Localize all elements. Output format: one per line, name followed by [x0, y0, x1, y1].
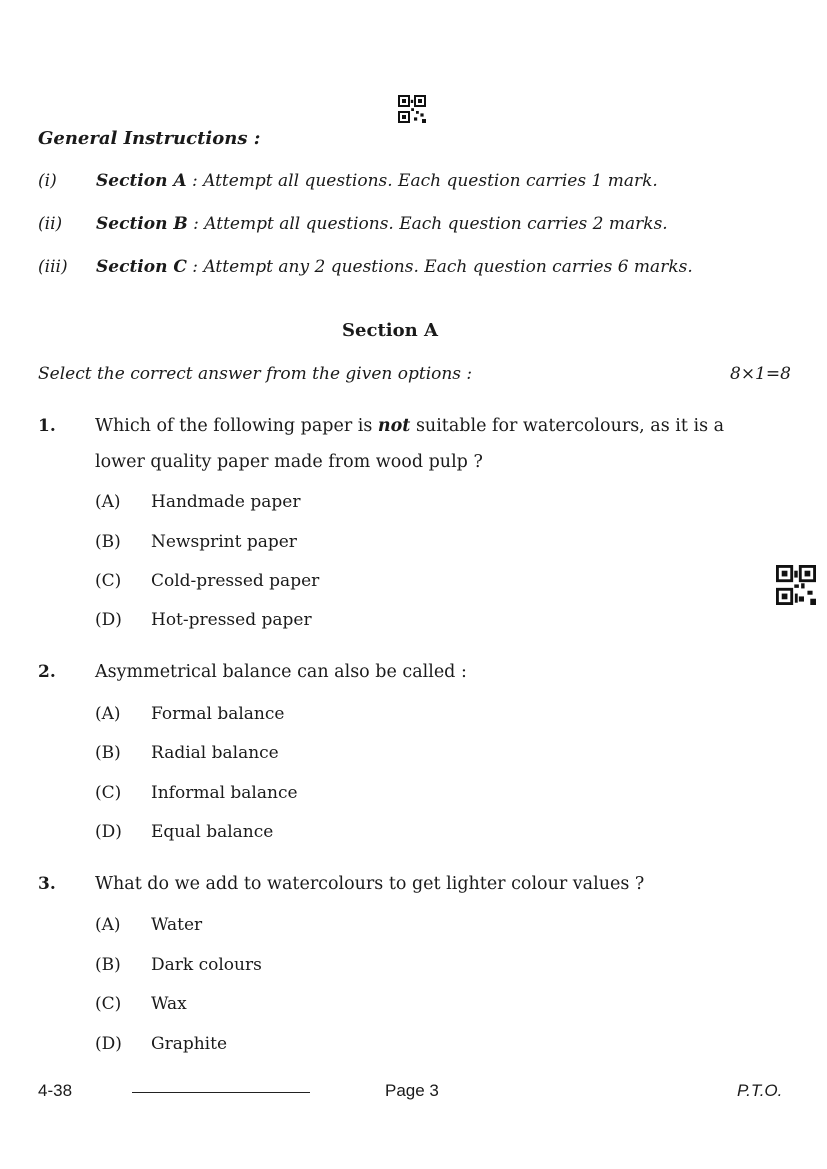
footer-code: 4-38: [38, 1081, 73, 1100]
option-label: (C): [95, 571, 122, 591]
option-label: (A): [95, 492, 121, 512]
option-text: Equal balance: [151, 822, 274, 842]
question-text: [95, 408, 755, 480]
instruction-item: [96, 171, 658, 191]
question-text-part: Which of the following paper is: [95, 416, 378, 436]
instruction-text: : Attempt all questions. Each question carries 1 mark.: [186, 171, 658, 191]
option-label: (A): [95, 915, 121, 935]
option-label: (D): [95, 1034, 122, 1054]
option-label: (D): [95, 822, 122, 842]
option-label: (B): [95, 532, 121, 552]
footer-divider: [132, 1092, 310, 1093]
option-label: (A): [95, 704, 121, 724]
instruction-number: (i): [38, 171, 57, 191]
footer-page-number: Page 3: [385, 1081, 439, 1100]
option-text: Graphite: [151, 1034, 228, 1054]
question-text: Asymmetrical balance can also be called :: [95, 662, 467, 682]
option-label: (B): [95, 955, 121, 975]
section-title: Section A: [342, 320, 438, 341]
general-instructions-title: General Instructions :: [38, 128, 261, 149]
option-text: Dark colours: [151, 955, 262, 975]
footer-pto: P.T.O.: [737, 1081, 783, 1100]
instruction-item: [96, 214, 668, 234]
qr-code-icon: [398, 95, 426, 123]
instruction-text: : Attempt any 2 questions. Each question carries 6 marks.: [186, 257, 693, 277]
question-number: 1.: [38, 416, 56, 436]
section-marks: 8×1=8: [730, 364, 791, 384]
instruction-section-label: Section C: [96, 257, 187, 277]
instruction-number: (ii): [38, 214, 63, 234]
question-number: 3.: [38, 874, 56, 894]
option-text: Water: [151, 915, 203, 935]
option-text: Wax: [151, 994, 187, 1014]
instruction-number: (iii): [38, 257, 68, 277]
instruction-section-label: Section B: [96, 214, 188, 234]
instruction-text: : Attempt all questions. Each question carries 2 marks.: [187, 214, 668, 234]
option-text: Handmade paper: [151, 492, 301, 512]
option-label: (C): [95, 783, 122, 803]
question-text-part: suitable for watercolours, as it is a lower quality paper made from wood pulp ?: [95, 416, 725, 472]
qr-code-icon-side: [776, 565, 816, 605]
option-text: Cold-pressed paper: [151, 571, 320, 591]
instruction-section-label: Section A: [96, 171, 187, 191]
question-emphasis: not: [377, 416, 411, 436]
option-text: Informal balance: [151, 783, 298, 803]
section-instruction: Select the correct answer from the given options :: [38, 364, 473, 384]
option-text: Hot-pressed paper: [151, 610, 312, 630]
option-text: Formal balance: [151, 704, 285, 724]
option-text: Radial balance: [151, 743, 279, 763]
question-number: 2.: [38, 662, 56, 682]
option-text: Newsprint paper: [151, 532, 297, 552]
question-text: What do we add to watercolours to get lighter colour values ?: [95, 874, 645, 894]
option-label: (B): [95, 743, 121, 763]
option-label: (D): [95, 610, 122, 630]
instruction-item: [96, 257, 693, 277]
option-label: (C): [95, 994, 122, 1014]
